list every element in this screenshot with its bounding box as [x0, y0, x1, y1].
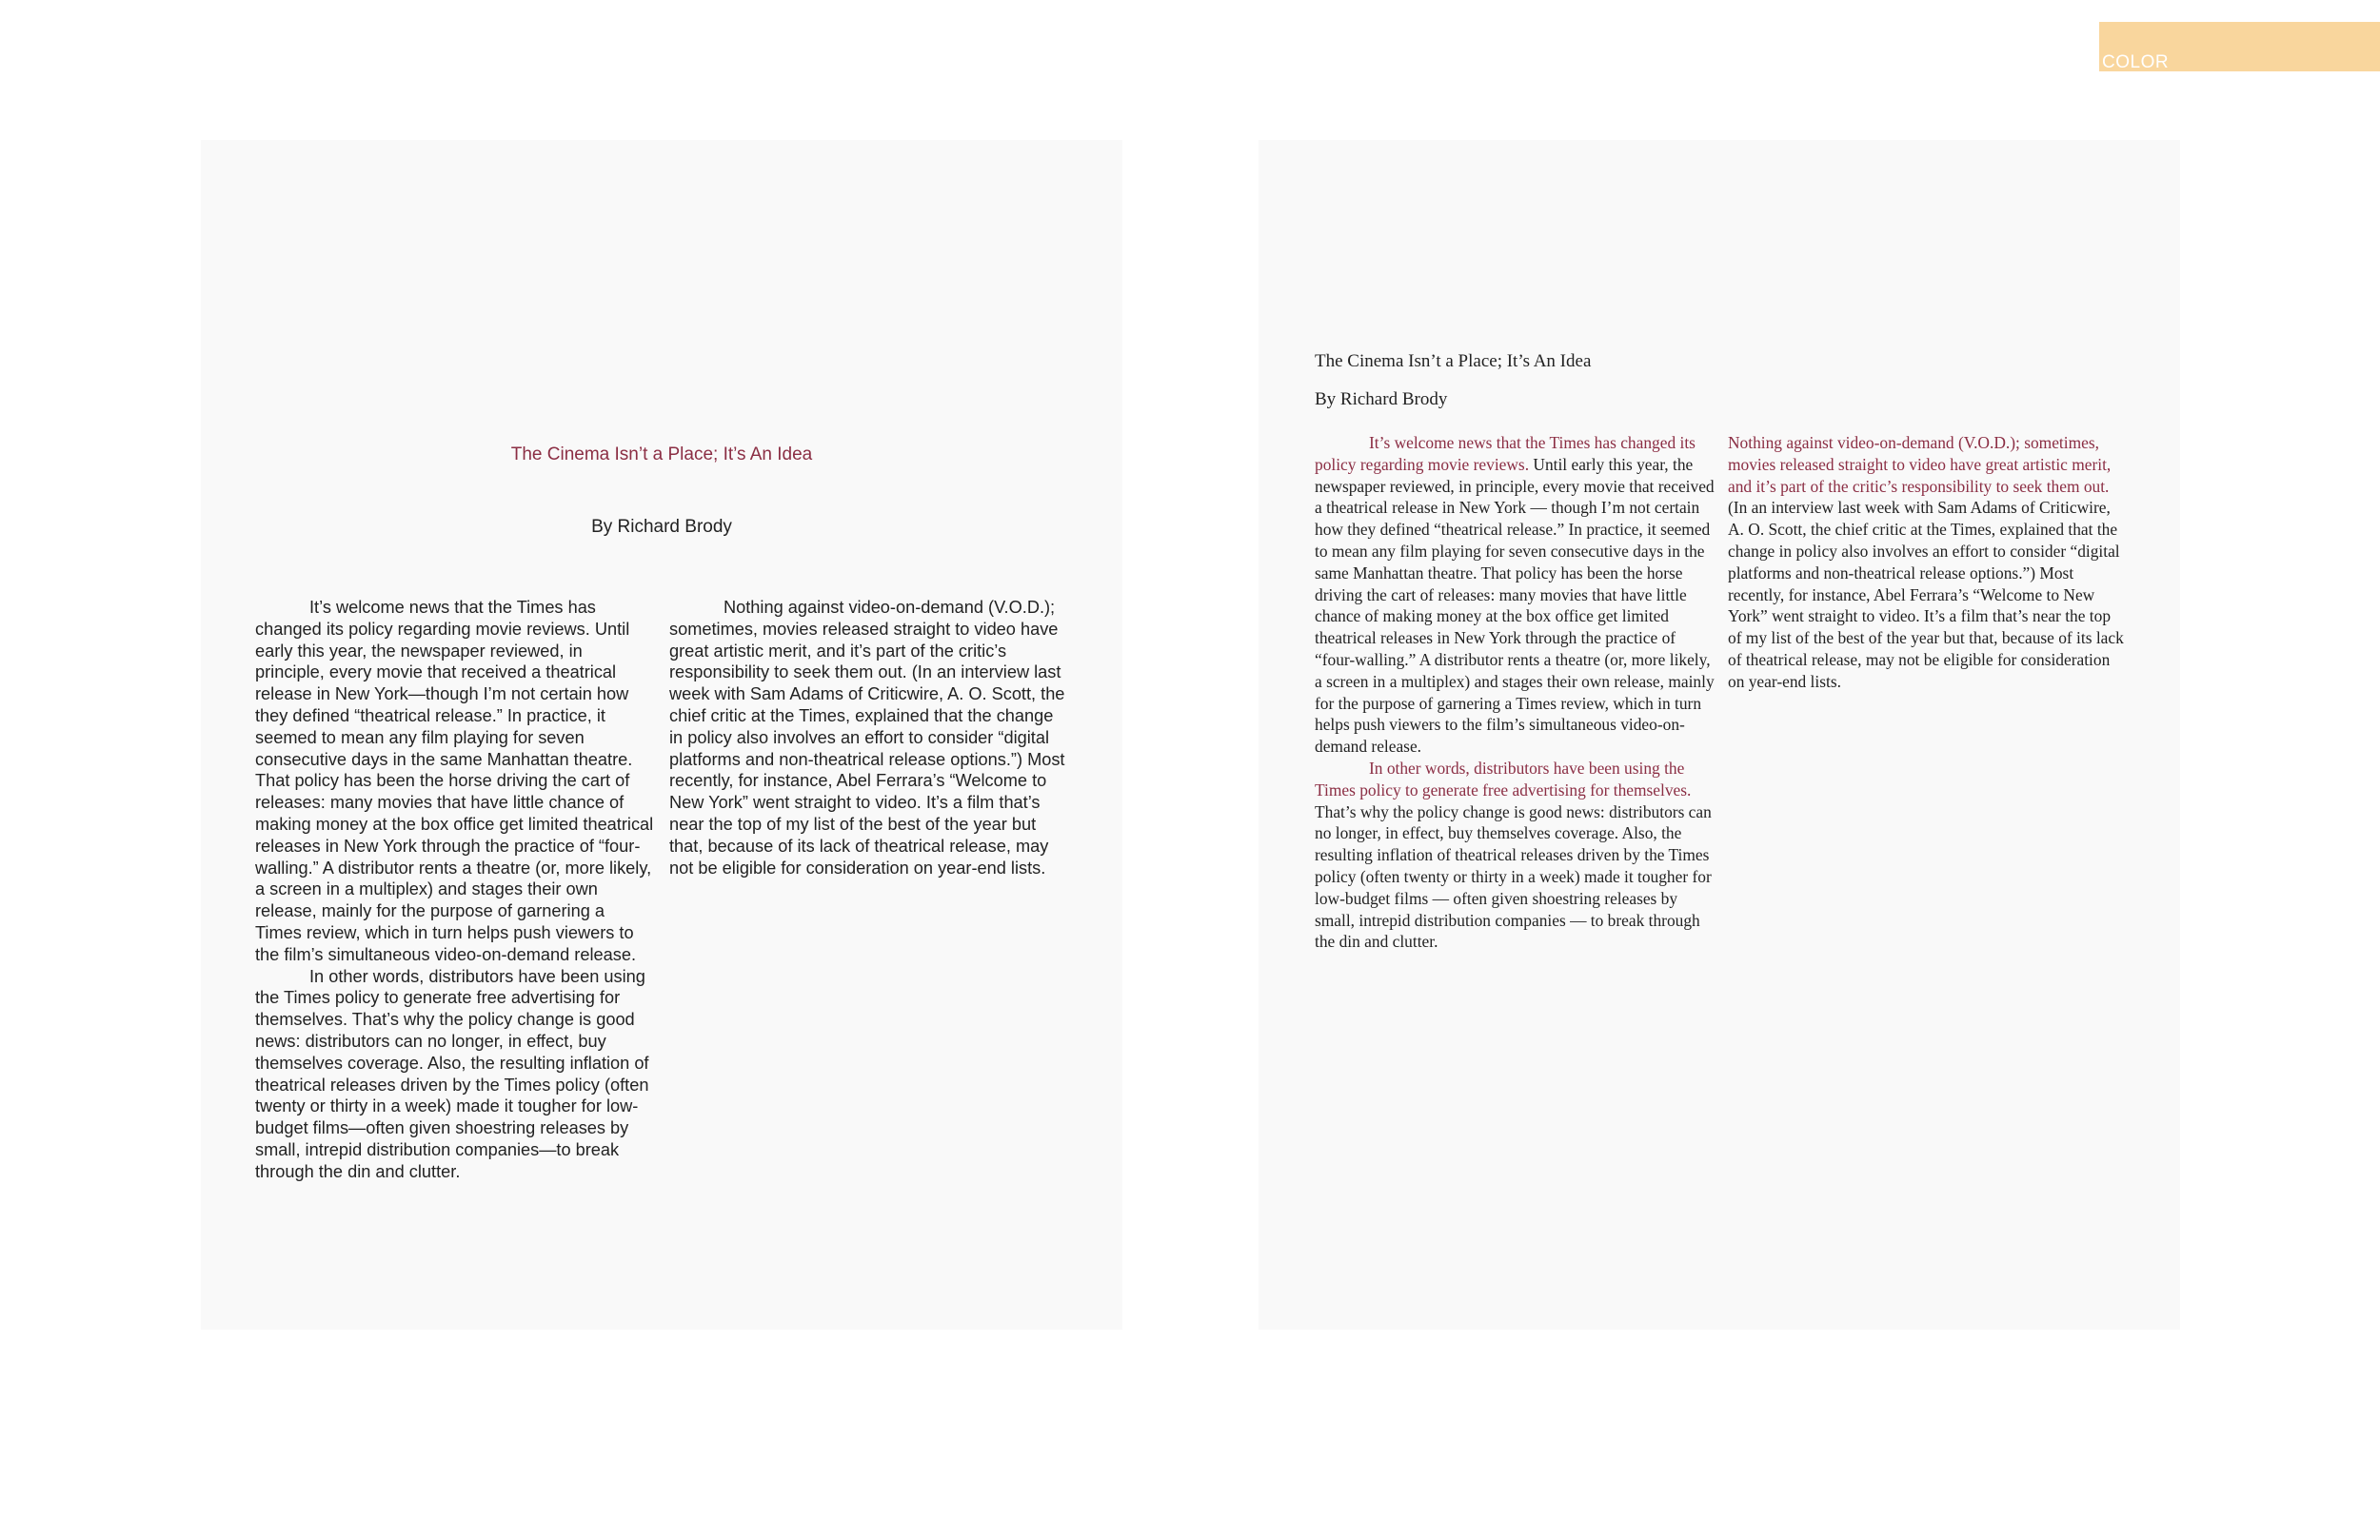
paragraph-3: Nothing against video-on-demand (V.O.D.); sometimes, movies released straight to video have great artistic merit, and it’s part of the critic’s responsibility to seek them out. (In an interview last week with Sam Adams of Criticwire, A. O. Scott, the chief critic at the Times, explained that the change in policy also involves an effort to consider “digital platforms and non-theatrical release options.”) Most recently, for instance, Abel Ferrara’s “Welcome to New York” went straight to video. It’s a film that’s near the top of my list of the best of the year but that, because of its lack of theatrical release, may not be eligible for consideration on year-end lists.: [669, 598, 1065, 878]
text-column-1: [1315, 432, 1715, 953]
right-page: [1259, 140, 2180, 1330]
color-tab: [2099, 22, 2380, 71]
article-title: The Cinema Isn’t a Place; It’s An Idea: [1315, 351, 1592, 371]
paragraph-text: Until early this year, the newspaper reviewed, in principle, every movie that received a theatrical release in New York — though I’m not certain how they defined “theatrical release.” In practice, it seemed to mean any film playing for seven consecutive days in the same Manhattan theatre. That policy has been the horse driving the cart of releases: many movies that have little chance of making money at the box office get limited theatrical releases in New York through the practice of “four-walling.” A distributor rents a theatre (or, more likely, a screen in a multiplex) and stages their own release, mainly for the purpose of garnering a Times review, which in turn helps push viewers to the film’s simultaneous video-on-demand release.: [1315, 454, 1715, 757]
paragraph-text: (In an interview last week with Sam Adams of Criticwire, A. O. Scott, the chief critic at the Times, explained that the change in policy also involves an effort to consider “digital platforms and non-theatrical release options.”) Most recently, for instance, Abel Ferrara’s “Welcome to New York” went straight to video. It’s a film that’s near the top of my list of the best of the year but that, because of its lack of theatrical release, may not be eligible for consideration on year-end lists.: [1728, 498, 2124, 691]
paragraph-1: [1315, 432, 1715, 758]
paragraph-2: In other words, distributors have been using the Times policy to generate free advertising for themselves. That’s why the policy change is good news: distributors can no longer, in effect, buy themselves coverage. Also, the resulting inflation of theatrical releases driven by the Times policy (often twenty or thirty in a week) made it tougher for low-budget films—often given shoestring releases by small, intrepid distribution companies—to break through the din and clutter.: [255, 966, 649, 1181]
highlighted-sentence: In other words, distributors have been using the Times policy to generate free advertising for themselves.: [1315, 758, 1692, 800]
text-column-2: [669, 597, 1069, 879]
paragraph-text: That’s why the policy change is good news: distributors can no longer, in effect, buy themselves coverage. Also, the resulting inflation of theatrical releases driven by the Times policy (often twenty or thirty in a week) made it tougher for low-budget films — often given shoestring releases by small, intrepid distribution companies — to break through the din and clutter.: [1315, 801, 1712, 952]
article-byline: By Richard Brody: [1315, 389, 1448, 409]
left-page: [201, 140, 1122, 1330]
highlighted-sentence: Nothing against video-on-demand (V.O.D.); sometimes, movies released straight to video have great artistic merit, and it’s part of the critic’s responsibility to seek them out.: [1728, 433, 2112, 496]
text-column-1: [255, 597, 655, 1183]
paragraph-2: [1315, 758, 1715, 953]
paragraph-1: It’s welcome news that the Times has changed its policy regarding movie reviews. Until early this year, the newspaper reviewed, in principle, every movie that received a theatrical release in New York—though I’m not certain how they defined “theatrical release.” In practice, it seemed to mean any film playing for seven consecutive days in the same Manhattan theatre. That policy has been the horse driving the cart of releases: many movies that have little chance of making money at the box office get limited theatrical releases in New York through the practice of “four-walling.” A distributor rents a theatre (or, more likely, a screen in a multiplex) and stages their own release, mainly for the purpose of garnering a Times review, which in turn helps push viewers to the film’s simultaneous video-on-demand release.: [255, 598, 654, 964]
article-byline: By Richard Brody: [591, 517, 732, 537]
paragraph-3: [1728, 432, 2128, 693]
color-tab-label: COLOR: [2102, 52, 2170, 72]
highlighted-sentence: It’s welcome news that the Times has changed its policy regarding movie reviews.: [1315, 433, 1696, 474]
article-title: The Cinema Isn’t a Place; It’s An Idea: [510, 444, 813, 464]
text-column-2: [1728, 432, 2128, 693]
